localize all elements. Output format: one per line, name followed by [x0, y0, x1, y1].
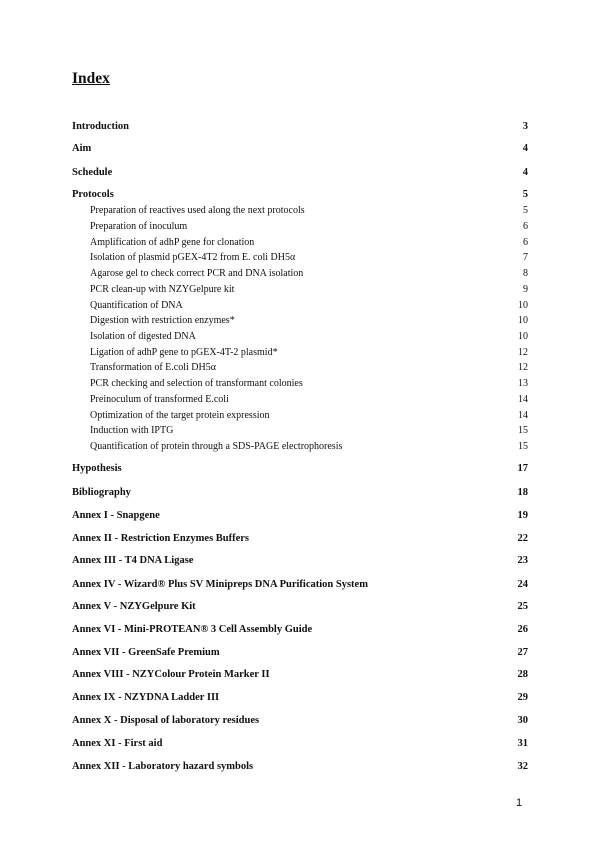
toc-entry-label: Isolation of plasmid pGEX-4T2 from E. coli DH5α	[90, 252, 296, 263]
toc-entry-page: 12	[518, 347, 528, 358]
toc-subsection-entry	[72, 204, 528, 218]
toc-entry-label: Annex V - NZYGelpure Kit	[72, 601, 196, 612]
toc-subsection-entry	[72, 236, 528, 250]
toc-entry-page: 25	[517, 601, 528, 612]
toc-subsection-entry	[72, 251, 528, 265]
toc-entry-page: 7	[523, 252, 528, 263]
toc-subsection-entry	[72, 440, 528, 454]
toc-section-entry	[72, 600, 528, 614]
toc-entry-page: 14	[518, 394, 528, 405]
toc-entry-page: 22	[517, 533, 528, 544]
toc-section-entry	[72, 509, 528, 523]
toc-entry-label: Schedule	[72, 167, 113, 178]
toc-entry-label: PCR checking and selection of transformant colonies	[90, 378, 303, 389]
toc-entry-page: 13	[518, 378, 528, 389]
toc-subsection-entry	[72, 220, 528, 234]
toc-entry-page: 27	[517, 647, 528, 658]
toc-entry-page: 5	[523, 205, 528, 216]
toc-section-entry	[72, 486, 528, 500]
toc-entry-page: 15	[518, 425, 528, 436]
toc-section-entry	[72, 188, 528, 202]
toc-entry-page: 28	[517, 669, 528, 680]
toc-entry-label: Bibliography	[72, 487, 131, 498]
toc-entry-label: Annex IV - Wizard® Plus SV Minipreps DNA Purification System	[72, 579, 368, 590]
toc-entry-label: Preinoculum of transformed E.coli	[90, 394, 229, 405]
toc-subsection-entry	[72, 330, 528, 344]
toc-entry-label: Isolation of digested DNA	[90, 331, 196, 342]
toc-entry-label: Ligation of adhP gene to pGEX-4T-2 plasmid*	[90, 347, 278, 358]
toc-entry-page: 12	[518, 362, 528, 373]
toc-entry-label: Quantification of DNA	[90, 300, 183, 311]
toc-entry-page: 23	[517, 555, 528, 566]
toc-subsection-entry	[72, 361, 528, 375]
toc-section-entry	[72, 760, 528, 774]
toc-entry-label: Annex II - Restriction Enzymes Buffers	[72, 533, 250, 544]
toc-entry-label: Hypothesis	[72, 463, 122, 474]
toc-subsection-entry	[72, 377, 528, 391]
toc-section-entry	[72, 668, 528, 682]
toc-entry-page: 5	[522, 189, 528, 200]
toc-section-entry	[72, 578, 528, 592]
toc-section-entry	[72, 120, 528, 134]
toc-entry-label: Preparation of inoculum	[90, 221, 188, 232]
toc-subsection-entry	[72, 346, 528, 360]
toc-entry-label: Optimization of the target protein expression	[90, 410, 270, 421]
page-title: Index	[72, 70, 110, 87]
toc-subsection-entry	[72, 409, 528, 423]
toc-entry-page: 24	[517, 579, 528, 590]
toc-entry-page: 9	[523, 284, 528, 295]
page-number: 1	[516, 797, 523, 809]
toc-entry-label: Amplification of adhP gene for clonation	[90, 237, 255, 248]
toc-entry-page: 6	[523, 237, 528, 248]
toc-entry-label: Preparation of reactives used along the next protocols	[90, 205, 305, 216]
toc-entry-page: 15	[518, 441, 528, 452]
toc-entry-label: Annex IX - NZYDNA Ladder III	[72, 692, 220, 703]
toc-entry-label: Induction with IPTG	[90, 425, 174, 436]
toc-section-entry	[72, 623, 528, 637]
toc-entry-label: PCR clean-up with NZYGelpure kit	[90, 284, 235, 295]
toc-entry-page: 18	[517, 487, 528, 498]
toc-entry-page: 19	[517, 510, 528, 521]
toc-section-entry	[72, 646, 528, 660]
toc-entry-page: 10	[518, 300, 528, 311]
toc-section-entry	[72, 462, 528, 476]
toc-entry-page: 29	[517, 692, 528, 703]
toc-entry-page: 26	[517, 624, 528, 635]
toc-subsection-entry	[72, 393, 528, 407]
toc-entry-page: 6	[523, 221, 528, 232]
toc-section-entry	[72, 532, 528, 546]
toc-section-entry	[72, 691, 528, 705]
toc-entry-page: 4	[522, 143, 528, 154]
toc-entry-page: 10	[518, 315, 528, 326]
toc-entry-label: Protocols	[72, 189, 114, 200]
toc-entry-label: Introduction	[72, 121, 129, 132]
toc-section-entry	[72, 554, 528, 568]
toc-entry-label: Annex VI - Mini-PROTEAN® 3 Cell Assembly Guide	[72, 624, 313, 635]
toc-entry-label: Annex VIII - NZYColour Protein Marker II	[72, 669, 270, 680]
toc-entry-label: Aim	[72, 143, 92, 154]
toc-entry-page: 17	[517, 463, 528, 474]
toc-section-entry	[72, 142, 528, 156]
toc-subsection-entry	[72, 283, 528, 297]
toc-entry-page: 8	[523, 268, 528, 279]
toc-entry-label: Annex X - Disposal of laboratory residues	[72, 715, 260, 726]
toc-subsection-entry	[72, 314, 528, 328]
toc-section-entry	[72, 737, 528, 751]
toc-entry-page: 14	[518, 410, 528, 421]
toc-entry-label: Agarose gel to check correct PCR and DNA isolation	[90, 268, 304, 279]
toc-subsection-entry	[72, 267, 528, 281]
toc-subsection-entry	[72, 424, 528, 438]
toc-entry-page: 4	[522, 167, 528, 178]
toc-entry-label: Annex I - Snapgene	[72, 510, 160, 521]
toc-entry-label: Annex XII - Laboratory hazard symbols	[72, 761, 254, 772]
toc-entry-label: Annex XI - First aid	[72, 738, 163, 749]
toc-entry-page: 32	[517, 761, 528, 772]
toc-entry-label: Annex VII - GreenSafe Premium	[72, 647, 220, 658]
toc-subsection-entry	[72, 299, 528, 313]
toc-entry-page: 31	[517, 738, 528, 749]
toc-entry-label: Quantification of protein through a SDS-PAGE electrophoresis	[90, 441, 343, 452]
toc-entry-page: 30	[517, 715, 528, 726]
toc-entry-label: Annex III - T4 DNA Ligase	[72, 555, 194, 566]
toc-section-entry	[72, 166, 528, 180]
toc-entry-page: 3	[522, 121, 528, 132]
toc-entry-label: Digestion with restriction enzymes*	[90, 315, 235, 326]
toc-section-entry	[72, 714, 528, 728]
toc-entry-page: 10	[518, 331, 528, 342]
toc-entry-label: Transformation of E.coli DH5α	[90, 362, 216, 373]
